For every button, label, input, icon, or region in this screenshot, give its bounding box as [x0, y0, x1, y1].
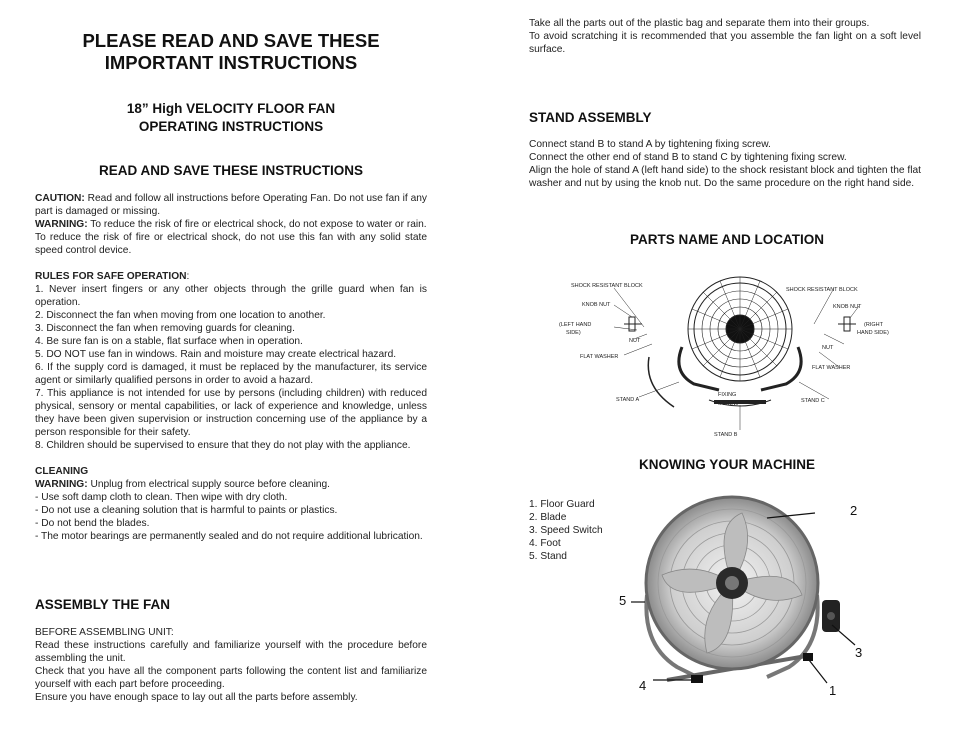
label-right-hand-side: (RIGHT [864, 322, 883, 328]
assembly-section [35, 626, 427, 704]
cleaning-heading: CLEANING [35, 466, 89, 477]
cleaning-warning-label: WARNING: [35, 479, 88, 490]
assembly-line: Read these instructions carefully and familiarize yourself with the procedure before assembling the unit. [35, 640, 427, 664]
caution-text: Read and follow all instructions before Operating Fan. Do not use fan if any part is damaged or missing. [35, 193, 427, 217]
rule-item: 6. If the supply cord is damaged, it must be replaced by the manufacturer, its service agent or similarly qualified persons in order to avoid a hazard. [35, 362, 427, 386]
warning-text: To reduce the risk of fire or electrical shock, do not expose to water or rain. [87, 219, 427, 230]
warning-label: WARNING: [35, 219, 88, 230]
label-shock-resistant-block-left: SHOCK RESISTANT BLOCK [571, 283, 643, 289]
main-title-line2: IMPORTANT INSTRUCTIONS [104, 52, 358, 73]
label-nut-right: NUT [822, 345, 834, 351]
rule-item: 2. Disconnect the fan when moving from one location to another. [35, 310, 326, 321]
stand-assembly-section [529, 138, 921, 190]
knowing-heading: KNOWING YOUR MACHINE [638, 457, 815, 472]
rule-item: 5. DO NOT use fan in windows. Rain and moisture may create electrical hazard. [35, 349, 397, 360]
label-knob-nut-right: KNOB NUT [833, 304, 862, 310]
parts-diagram [554, 272, 924, 444]
main-title [35, 30, 427, 74]
intro-line: Take all the parts out of the plastic bag and separate them into their groups. [529, 18, 870, 29]
label-fixing-screw-2: SCREW [718, 401, 739, 407]
intro-section [529, 17, 921, 56]
warning-paragraph [35, 218, 427, 231]
cleaning-item: - The motor bearings are permanently sealed and do not require additional lubrication. [35, 531, 423, 542]
intro-line: To avoid scratching it is recommended that you assemble the fan light on a soft level surface. [529, 31, 921, 55]
label-left-hand-side: (LEFT HAND [559, 322, 592, 328]
cleaning-item: - Use soft damp cloth to clean. Then wipe with dry cloth. [35, 492, 288, 503]
callout-4: 4 [639, 678, 647, 693]
main-title-line1: PLEASE READ AND SAVE THESE [82, 30, 380, 51]
callout-3: 3 [855, 645, 863, 660]
machine-part-item: 3. Speed Switch [529, 525, 603, 536]
cleaning-warning-text: Unplug from electrical supply source before cleaning. [87, 479, 331, 490]
safety-section [35, 192, 427, 543]
label-flat-washer-left: FLAT WASHER [580, 354, 619, 360]
label-stand-c: STAND C [801, 398, 825, 404]
assembly-heading: ASSEMBLY THE FAN [35, 597, 171, 612]
label-fixing-screw: FIXING [718, 392, 737, 398]
rule-item: 1. Never insert fingers or any other objects through the grille guard when fan is operation. [35, 284, 427, 308]
cleaning-item: - Do not bend the blades. [35, 518, 150, 529]
rule-item: 4. Be sure fan is on a stable, flat surface when in operation. [35, 336, 303, 347]
product-name: 18” High VELOCITY FLOOR FAN [126, 101, 336, 116]
stand-line: Connect stand B to stand A by tightening fixing screw. [529, 139, 771, 150]
operating-instructions-label: OPERATING INSTRUCTIONS [138, 119, 324, 134]
product-title [35, 100, 427, 136]
rule-item: 8. Children should be supervised to ensure that they do not play with the appliance. [35, 440, 411, 451]
caution-paragraph [35, 192, 427, 218]
stand-line: Align the hole of stand A (left hand side) to the shock resistant block and tighten the flat washer and nut by using the knob nut. Do the same procedure on the right hand side. [529, 165, 921, 189]
callout-1: 1 [829, 683, 837, 698]
assembly-line: Check that you have all the component parts following the content list and familiarize yourself with each part before proceeding. [35, 666, 427, 690]
label-nut-left: NUT [629, 338, 641, 344]
machine-part-item: 1. Floor Guard [529, 499, 595, 510]
fan-photo [617, 495, 877, 705]
machine-part-item: 2. Blade [529, 512, 567, 523]
cleaning-warning [35, 478, 427, 491]
label-stand-a: STAND A [616, 397, 640, 403]
read-save-heading: READ AND SAVE THESE INSTRUCTIONS [98, 163, 364, 178]
stand-line: Connect the other end of stand B to stand C by tightening fixing screw. [529, 152, 847, 163]
callout-5: 5 [619, 593, 627, 608]
rule-item: 7. This appliance is not intended for use by persons (including children) with reduced physical, sensory or mental capabilities, or lack of experience and knowledge, unless they have been given supervision or instruction concerning use of the appliance by a person responsible for their safety. [35, 388, 427, 438]
rules-colon: : [186, 271, 190, 282]
label-left-hand-side-2: SIDE) [566, 330, 581, 336]
stand-assembly-heading: STAND ASSEMBLY [529, 110, 652, 125]
rules-label: RULES FOR SAFE OPERATION [35, 271, 187, 282]
rule-item: 3. Disconnect the fan when removing guards for cleaning. [35, 323, 295, 334]
assembly-line: BEFORE ASSEMBLING UNIT: [35, 627, 174, 638]
label-flat-washer-right: FLAT WASHER [812, 365, 851, 371]
parts-heading: PARTS NAME AND LOCATION [630, 232, 824, 247]
foot [691, 675, 703, 683]
machine-part-item: 5. Stand [529, 551, 567, 562]
label-stand-b: STAND B [714, 432, 738, 438]
solid-state-paragraph: To reduce the risk of fire or electrical shock, do not use this fan with any solid state speed control device. [35, 232, 427, 256]
machine-part-item: 4. Foot [529, 538, 561, 549]
assembly-line: Ensure you have enough space to lay out all the parts before assembly. [35, 692, 358, 703]
label-shock-resistant-block-right: SHOCK RESISTANT BLOCK [786, 287, 858, 293]
cleaning-item: - Do not use a cleaning solution that is harmful to paints or plastics. [35, 505, 338, 516]
rules-heading [35, 270, 427, 283]
label-right-hand-side-2: HAND SIDE) [857, 330, 889, 336]
label-knob-nut-left: KNOB NUT [582, 302, 611, 308]
caution-label: CAUTION: [35, 193, 85, 204]
callout-2: 2 [850, 503, 858, 518]
